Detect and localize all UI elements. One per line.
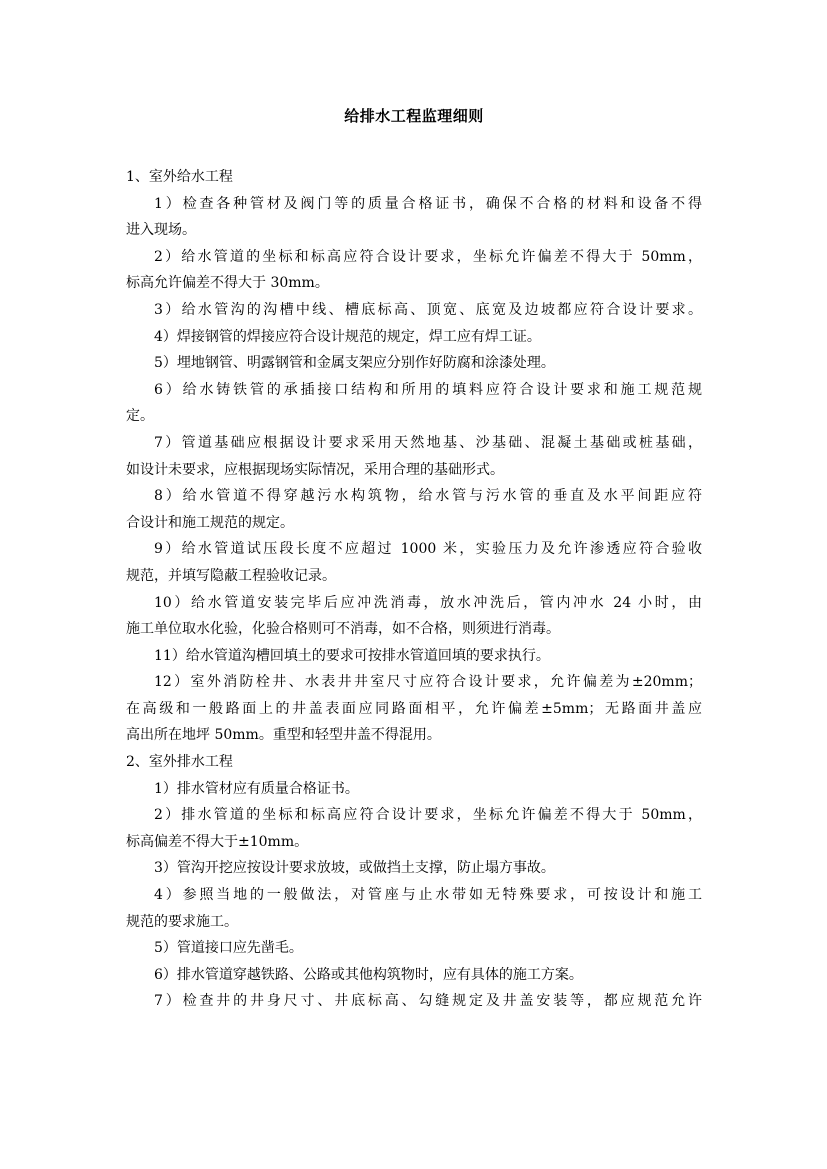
paragraph-line: 规范，并填写隐蔽工程验收记录。 [126, 567, 336, 584]
paragraph-line: 5）管道接口应先凿毛。 [154, 940, 303, 957]
paragraph-line: 施工单位取水化验，化验合格则可不消毒，如不合格，则须进行消毒。 [126, 621, 560, 638]
paragraph-line: 12）室外消防栓井、水表井井室尺寸应符合设计要求，允许偏差为±20mm； [154, 674, 702, 691]
section-heading: 2、室外排水工程 [126, 754, 233, 771]
paragraph-line: 9）给水管道试压段长度不应超过 1000 米，实验压力及允许渗透应符合验收 [154, 541, 702, 558]
paragraph-line: 5）埋地钢管、明露钢管和金属支架应分别作好防腐和涂漆处理。 [154, 355, 555, 372]
paragraph-line: 6）给水铸铁管的承插接口结构和所用的填料应符合设计要求和施工规范规 [154, 381, 702, 398]
paragraph-line: 进入现场。 [126, 222, 196, 239]
paragraph-line: 如设计未要求，应根据现场实际情况，采用合理的基础形式。 [126, 461, 504, 478]
paragraph-line: 1）检查各种管材及阀门等的质量合格证书，确保不合格的材料和设备不得 [154, 195, 702, 212]
paragraph-line: 7）管道基础应根据设计要求采用天然地基、沙基础、混凝土基础或桩基础， [154, 434, 702, 451]
paragraph-line: 8）给水管道不得穿越污水构筑物，给水管与污水管的垂直及水平间距应符 [154, 488, 702, 505]
section-heading: 1、室外给水工程 [126, 169, 233, 185]
paragraph-line: 合设计和施工规范的规定。 [126, 514, 294, 531]
paragraph-line: 4）焊接钢管的焊接应符合设计规范的规定，焊工应有焊工证。 [154, 328, 541, 345]
paragraph-line: 高出所在地坪 50mm。重型和轻型井盖不得混用。 [126, 727, 441, 744]
document-body [126, 164, 702, 1015]
paragraph-line: 标高允许偏差不得大于 30mm。 [126, 275, 329, 292]
paragraph-line: 标高偏差不得大于±10mm。 [126, 833, 309, 850]
paragraph-line: 2）给水管道的坐标和标高应符合设计要求，坐标允许偏差不得大于 50mm， [154, 248, 702, 265]
paragraph-line: 11）给水管道沟槽回填土的要求可按排水管道回填的要求执行。 [154, 647, 550, 664]
paragraph-line: 定。 [126, 408, 154, 425]
paragraph-line: 7）检查井的井身尺寸、井底标高、勾缝规定及井盖安装等，都应规范允许 [154, 993, 702, 1010]
paragraph-line: 3）给水管沟的沟槽中线、槽底标高、顶宽、底宽及边坡都应符合设计要求。 [154, 301, 702, 318]
paragraph-line: 10）给水管道安装完毕后应冲洗消毒，放水冲洗后，管内冲水 24 小时，由 [154, 594, 702, 611]
document-title: 给排水工程监理细则 [344, 107, 484, 125]
paragraph-line: 在高级和一般路面上的井盖表面应同路面相平，允许偏差±5mm；无路面井盖应 [126, 700, 702, 717]
paragraph-line: 规范的要求施工。 [126, 913, 238, 930]
paragraph-line: 6）排水管道穿越铁路、公路或其他构筑物时，应有具体的施工方案。 [154, 966, 583, 983]
paragraph-line: 1）排水管材应有质量合格证书。 [154, 780, 359, 797]
paragraph-line: 4）参照当地的一般做法，对管座与止水带如无特殊要求，可按设计和施工 [154, 887, 702, 904]
paragraph-line: 2）排水管道的坐标和标高应符合设计要求，坐标允许偏差不得大于 50mm， [154, 807, 702, 824]
paragraph-line: 3）管沟开挖应按设计要求放坡，或做挡土支撑，防止塌方事故。 [154, 860, 555, 877]
document-page [126, 102, 702, 1015]
